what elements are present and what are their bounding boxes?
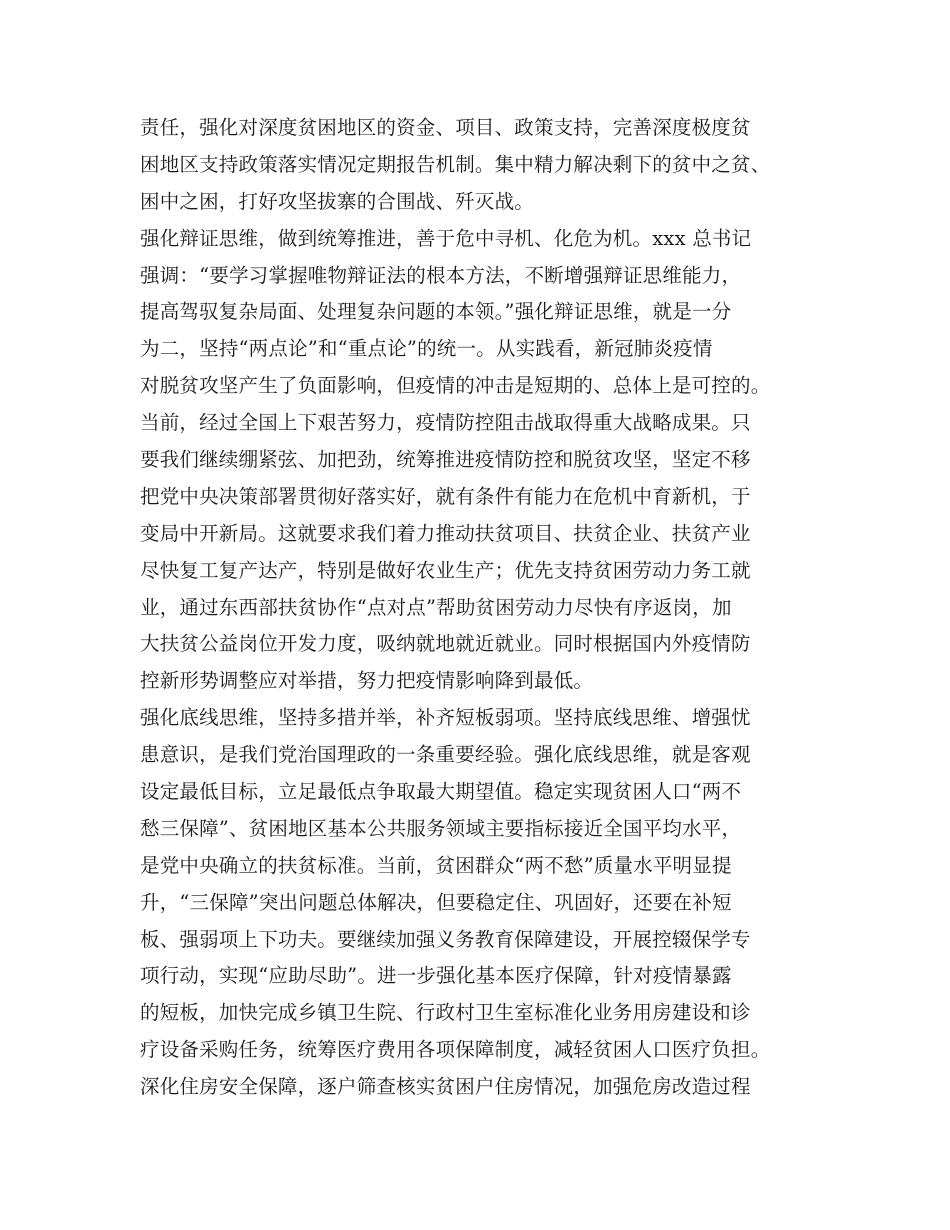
text-line: 当前，经过全国上下艰苦努力，疫情防控阻击战取得重大战略成果。只 — [140, 411, 751, 435]
text-line: 愁三保障”、贫困地区基本公共服务领域主要指标接近全国平均水平， — [140, 816, 742, 840]
text-line: 尽快复工复产达产，特别是做好农业生产；优先支持贫困劳动力务工就 — [140, 558, 751, 582]
text-line: 的短板，加快完成乡镇卫生院、行政村卫生室标准化业务用房建设和诊 — [140, 1001, 751, 1025]
text-line: 把党中央决策部署贯彻好落实好，就有条件有能力在危机中育新机，于 — [140, 484, 751, 508]
text-line: 强化底线思维，坚持多措并举，补齐短板弱项。坚持底线思维、增强忧 — [140, 706, 751, 730]
text-line: 疗设备采购任务，统筹医疗费用各项保障制度，减轻贫困人口医疗负担。 — [140, 1038, 771, 1062]
text-line: 板、强弱项上下功夫。要继续加强义务教育保障建设，开展控辍保学专 — [140, 927, 751, 951]
text-line: 患意识，是我们党治国理政的一条重要经验。强化底线思维，就是客观 — [140, 743, 751, 767]
text-line: 业，通过东西部扶贫协作“点对点”帮助贫困劳动力尽快有序返岗，加 — [140, 595, 732, 619]
text-line: 设定最低目标，立足最低点争取最大期望值。稳定实现贫困人口“两不 — [140, 780, 742, 804]
text-line: 要我们继续绷紧弦、加把劲，统筹推进疫情防控和脱贫攻坚，坚定不移 — [140, 448, 751, 472]
text-line: 升，“三保障”突出问题总体解决，但要稳定住、巩固好，还要在补短 — [140, 890, 732, 914]
text-line: 大扶贫公益岗位开发力度，吸纳就地就近就业。同时根据国内外疫情防 — [140, 632, 751, 656]
text-line: 是党中央确立的扶贫标准。当前，贫困群众“两不愁”质量水平明显提 — [140, 853, 732, 877]
text-line: 变局中开新局。这就要求我们着力推动扶贫项目、扶贫企业、扶贫产业 — [140, 521, 751, 545]
text-line: 强化辩证思维，做到统筹推进，善于危中寻机、化危为机。xxx 总书记 — [140, 226, 752, 250]
text-line: 强调：“要学习掌握唯物辩证法的根本方法，不断增强辩证思维能力， — [140, 263, 742, 287]
text-line: 困地区支持政策落实情况定期报告机制。集中精力解决剩下的贫中之贫、 — [140, 152, 771, 176]
text-line: 控新形势调整应对举措，努力把疫情影响降到最低。 — [140, 669, 594, 693]
text-line: 项行动，实现“应助尽助”。进一步强化基本医疗保障，针对疫情暴露 — [140, 964, 732, 988]
text-line: 提高驾驭复杂局面、处理复杂问题的本领。”强化辩证思维，就是一分 — [140, 300, 732, 324]
text-line: 为二，坚持“两点论”和“重点论”的统一。从实践看，新冠肺炎疫情 — [140, 337, 713, 361]
text-line: 对脱贫攻坚产生了负面影响，但疫情的冲击是短期的、总体上是可控的。 — [140, 374, 771, 398]
text-line: 责任，强化对深度贫困地区的资金、项目、政策支持，完善深度极度贫 — [140, 116, 751, 139]
text-line: 深化住房安全保障，逐户筛查核实贫困户住房情况，加强危房改造过程 — [140, 1075, 751, 1099]
body-text — [140, 110, 830, 1106]
text-line: 困中之困，打好攻坚拔寨的合围战、歼灭战。 — [140, 189, 535, 213]
